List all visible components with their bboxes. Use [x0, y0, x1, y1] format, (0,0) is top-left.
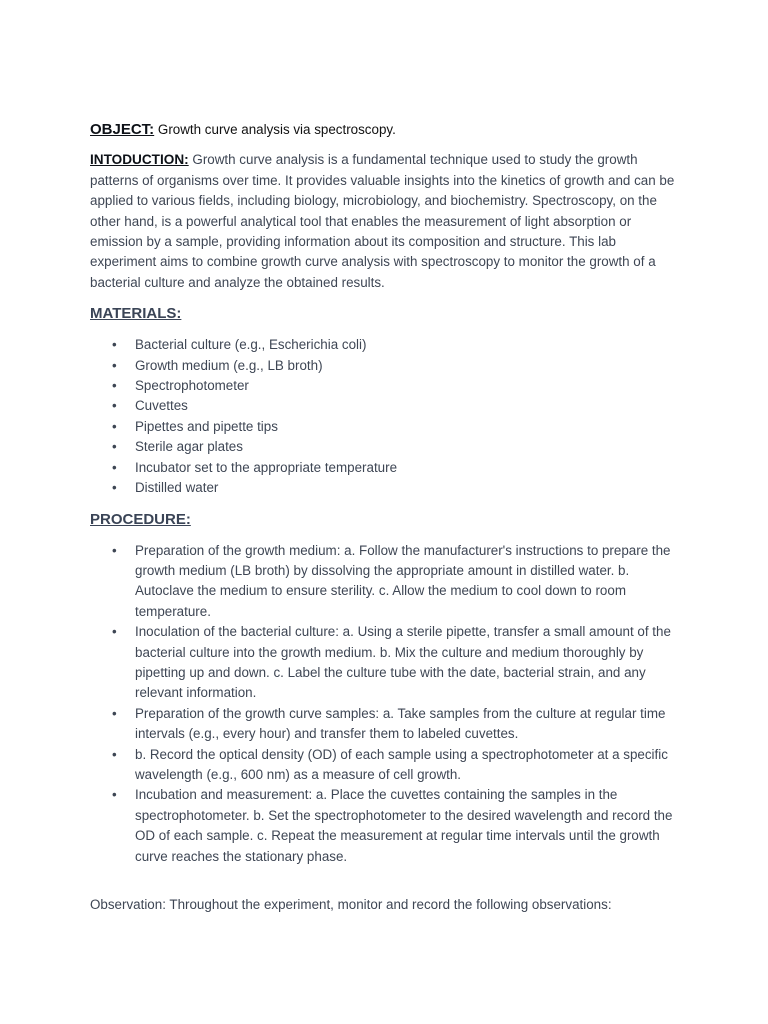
procedure-step-text: Preparation of the growth curve samples: a. Take samples from the culture at regular time intervals (e.g., every hour) and transfer them to labeled cuvettes.	[135, 705, 666, 742]
list-item	[90, 541, 680, 623]
object-text: Growth curve analysis via spectroscopy.	[157, 122, 396, 137]
bullet-icon: •	[112, 337, 117, 353]
list-item	[90, 417, 680, 437]
bullet-icon: •	[112, 480, 117, 496]
list-item	[90, 376, 680, 396]
list-item	[90, 396, 680, 416]
bullet-icon: •	[112, 459, 117, 475]
material-item-text: Bacterial culture (e.g., Escherichia coli)	[135, 337, 367, 353]
list-item	[90, 704, 680, 745]
bullet-icon: •	[112, 542, 117, 558]
material-item-text: Spectrophotometer	[135, 378, 249, 394]
procedure-step-text: Inoculation of the bacterial culture: a. Using a sterile pipette, transfer a small amount of the bacterial culture into the growth medium. b. Mix the culture and medium thoroughly by pipetting up and down. c. Label the culture tube with the date, bacterial strain, and any relevant information.	[135, 624, 671, 701]
introduction-paragraph	[90, 150, 680, 293]
material-item-text: Growth medium (e.g., LB broth)	[135, 357, 323, 373]
materials-heading: MATERIALS:	[90, 305, 182, 323]
introduction-label: INTODUCTION:	[90, 152, 189, 168]
bullet-icon: •	[112, 357, 117, 373]
bullet-icon: •	[112, 746, 117, 762]
bullet-icon: •	[112, 378, 117, 394]
procedure-heading: PROCEDURE:	[90, 510, 191, 528]
introduction-text: Growth curve analysis is a fundamental technique used to study the growth patterns of organisms over time. It provides valuable insights into the kinetics of growth and can be applied to various fields, including biology, microbiology, and biochemistry. Spectroscopy, on the other hand, is a powerful analytical tool that enables the measurement of light absorption or emission by a sample, providing information about its composition and structure. This lab experiment aims to combine growth curve analysis with spectroscopy to monitor the growth of a bacterial culture and analyze the obtained results.	[90, 152, 675, 290]
bullet-icon: •	[112, 439, 117, 455]
list-item	[90, 437, 680, 457]
observation-paragraph: Observation: Throughout the experiment, monitor and record the following observations:	[90, 897, 612, 912]
bullet-icon: •	[112, 398, 117, 414]
list-item	[90, 356, 680, 376]
bullet-icon: •	[112, 787, 117, 803]
materials-list	[90, 335, 680, 498]
material-item-text: Cuvettes	[135, 398, 188, 414]
procedure-step-text: Incubation and measurement: a. Place the cuvettes containing the samples in the spectrophotometer. b. Set the spectrophotometer to the desired wavelength and record the OD of each sample. c. Repeat the measurement at regular time intervals until the growth curve reaches the stationary phase.	[135, 787, 673, 864]
list-item	[90, 785, 680, 867]
bullet-icon: •	[112, 705, 117, 721]
list-item	[90, 335, 680, 355]
material-item-text: Pipettes and pipette tips	[135, 418, 278, 434]
list-item	[90, 622, 680, 704]
list-item	[90, 745, 680, 786]
object-label: OBJECT:	[90, 121, 155, 138]
material-item-text: Sterile agar plates	[135, 439, 243, 455]
procedure-list	[90, 541, 680, 868]
procedure-step-text: Preparation of the growth medium: a. Follow the manufacturer's instructions to prepare the growth medium (LB broth) by dissolving the appropriate amount in distilled water. b. Autoclave the medium to ensure sterility. c. Allow the medium to cool down to room temperature.	[135, 542, 671, 619]
procedure-step-text: b. Record the optical density (OD) of each sample using a spectrophotometer at a specific wavelength (e.g., 600 nm) as a measure of cell growth.	[135, 746, 668, 782]
material-item-text: Distilled water	[135, 480, 219, 496]
material-item-text: Incubator set to the appropriate temperature	[135, 459, 398, 475]
bullet-icon: •	[112, 418, 117, 434]
bullet-icon: •	[112, 624, 117, 640]
list-item	[90, 478, 680, 498]
list-item	[90, 458, 680, 478]
object-paragraph	[90, 120, 680, 140]
document-page	[90, 120, 680, 929]
